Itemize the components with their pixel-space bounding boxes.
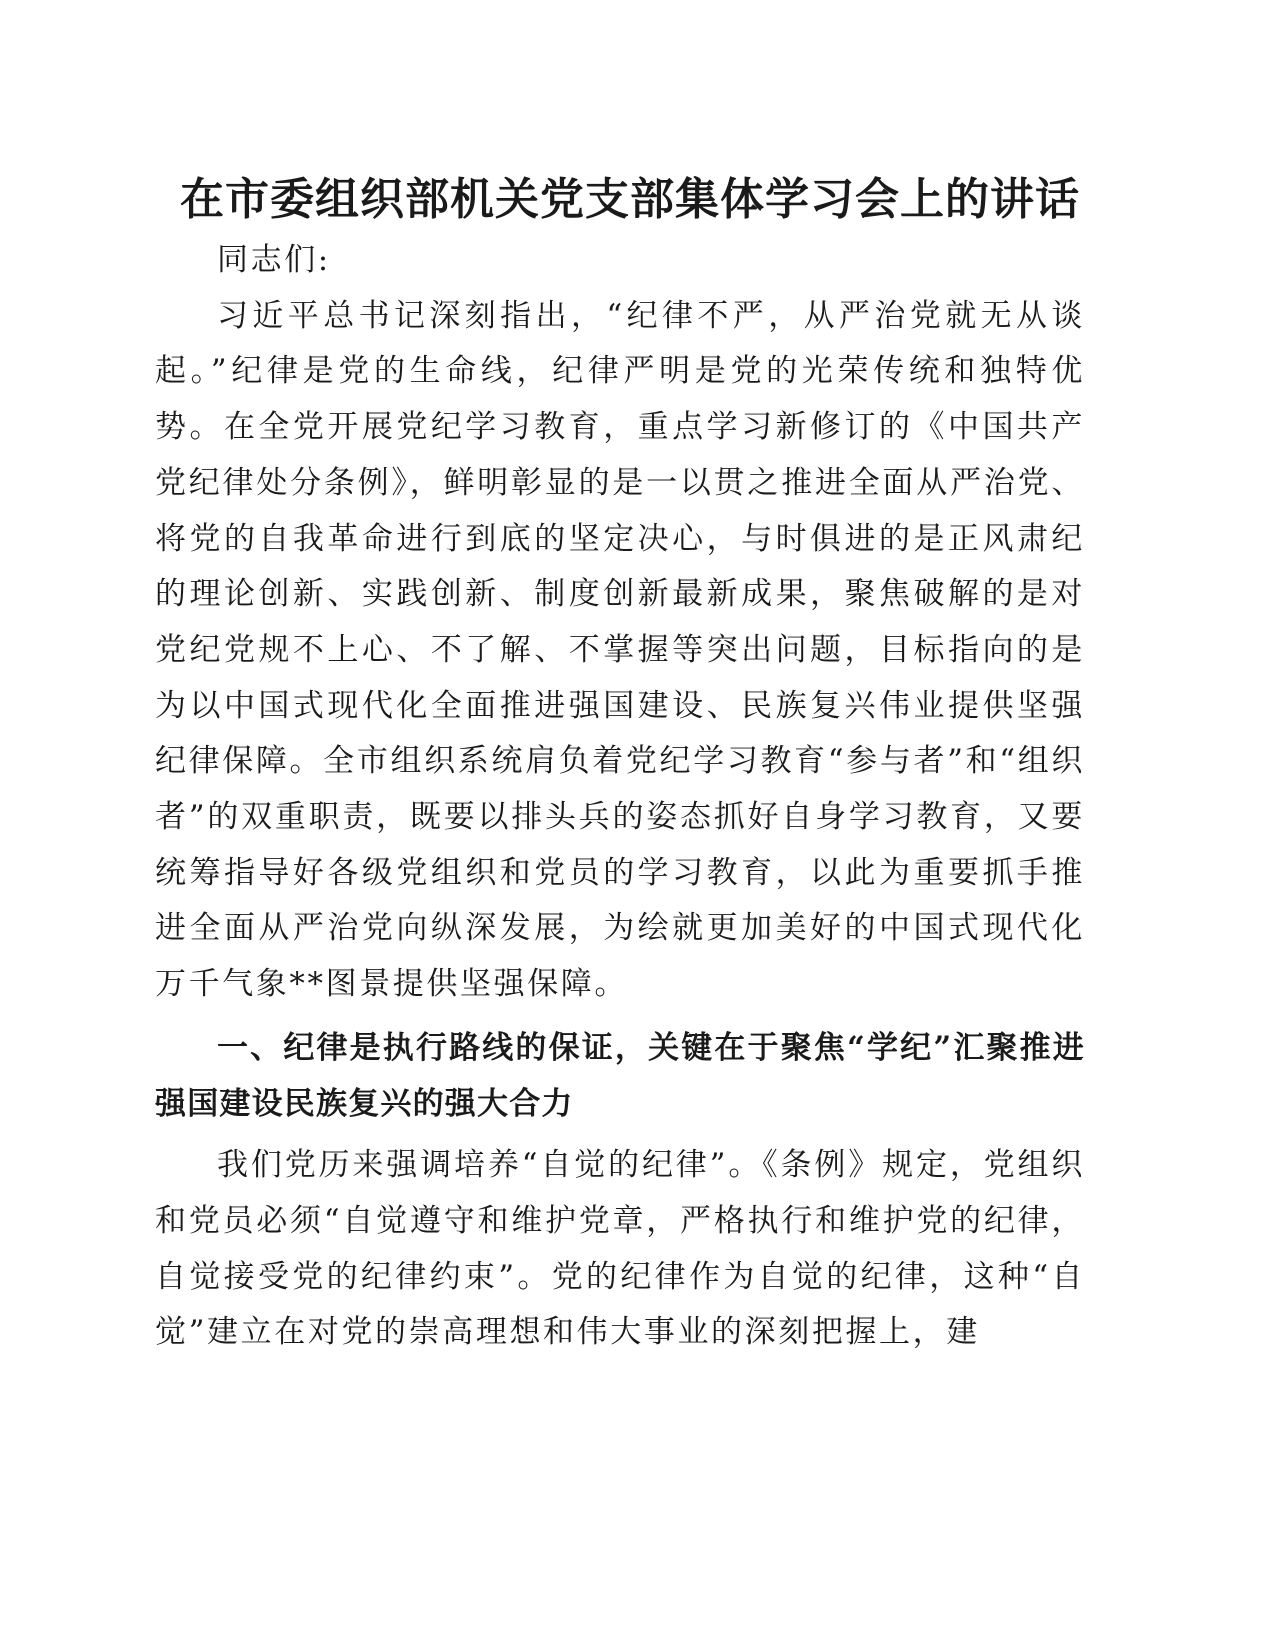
document-body [155, 233, 1085, 1361]
section-heading: 一、纪律是执行路线的保证，关键在于聚焦“学纪”汇聚推进强国建设民族复兴的强大合力 [155, 1029, 1085, 1122]
section-paragraph: 我们党历来强调培养“自觉的纪律”。《条例》规定，党组织和党员必须“自觉遵守和维护党章，严格执行和维护党的纪律，自觉接受党的纪律约束”。党的纪律作为自觉的纪律，这种“自觉”建立在对党的崇高理想和伟大事业的深刻把握上，建 [155, 1147, 1085, 1351]
salutation: 同志们: [217, 242, 331, 278]
intro-paragraph: 习近平总书记深刻指出，“纪律不严，从严治党就无从谈起。”纪律是党的生命线，纪律严明是党的光荣传统和独特优势。在全党开展党纪学习教育，重点学习新修订的《中国共产党纪律处分条例》，鲜明彰显的是一以贯之推进全面从严治党、将党的自我革命进行到底的坚定决心，与时俱进的是正风肃纪的理论创新、实践创新、制度创新最新成果，聚焦破解的是对党纪党规不上心、不了解、不掌握等突出问题，目标指向的是为以中国式现代化全面推进强国建设、民族复兴伟业提供坚强纪律保障。全市组织系统肩负着党纪学习教育“参与者”和“组织者”的双重职责，既要以排头兵的姿态抓好自身学习教育，又要统筹指导好各级党组织和党员的学习教育，以此为重要抓手推进全面从严治党向纵深发展，为绘就更加美好的中国式现代化万千气象**图景提供坚强保障。 [155, 297, 1085, 1003]
document-title: 在市委组织部机关党支部集体学习会上的讲话 [180, 174, 1080, 225]
